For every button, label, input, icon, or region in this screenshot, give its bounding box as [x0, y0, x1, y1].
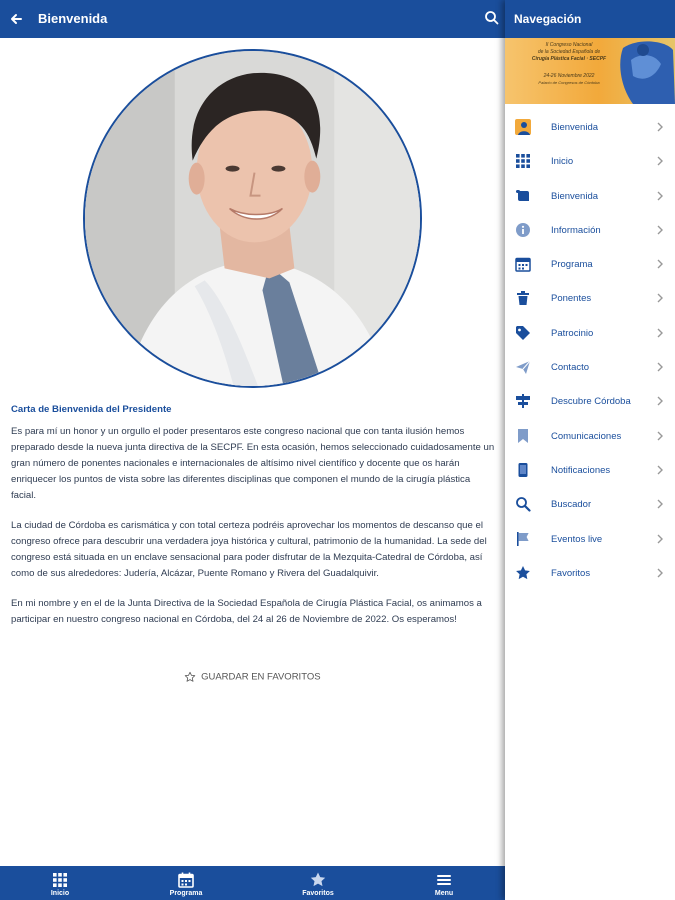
chevron-right-icon: [655, 224, 665, 236]
bottom-nav-label: Programa: [169, 890, 203, 897]
drawer-item-label: Buscador: [551, 499, 592, 511]
drawer-item-label: Eventos live: [551, 533, 603, 545]
menu-icon: [435, 871, 453, 889]
search-icon: [515, 496, 531, 512]
banner-line: de la Sociedad Española de: [537, 49, 601, 55]
drawer-item-comunicaciones[interactable]: [505, 419, 675, 453]
president-portrait-image: [85, 51, 422, 388]
president-photo: [83, 49, 422, 388]
back-button[interactable]: [6, 7, 30, 31]
congress-banner: [505, 38, 675, 104]
drawer-item-programa[interactable]: [505, 247, 675, 281]
chevron-right-icon: [655, 361, 665, 373]
calendar-icon: [515, 256, 531, 272]
chevron-right-icon: [655, 292, 665, 304]
letter-paragraph: Es para mí un honor y un orgullo el poder presentaros este congreso nacional que con tanta ilusión hemos preparado desde la nueva junta directiva de la SECPF. En esta ocasión, hemos seleccionado cuidadosamente un gran número de ponentes nacionales e internacionales de altísimo nivel científico y docente que os harán enriquecer los puntos de vista sobre las diferentes disciplinas que componen el mundo de la cirugía plástica facial.: [11, 426, 495, 501]
drawer-item-informacion[interactable]: [505, 213, 675, 247]
drawer-item-label: Bienvenida: [551, 122, 599, 133]
phone-icon: [515, 462, 531, 478]
chevron-right-icon: [655, 533, 665, 545]
arrow-left-icon: [6, 7, 30, 31]
send-icon: [515, 359, 531, 375]
letter-title: Carta de Bienvenida del Presidente: [11, 404, 172, 415]
bottom-nav-inicio[interactable]: [20, 866, 100, 900]
bottom-nav-programa[interactable]: [146, 866, 226, 900]
chevron-right-icon: [655, 430, 665, 442]
drawer-item-label: Descubre Córdoba: [551, 396, 631, 408]
drawer-header: [505, 0, 675, 38]
trash-icon: [515, 290, 531, 306]
welcome-avatar-icon: [515, 119, 531, 135]
drawer-item-label: Bienvenida: [551, 190, 599, 202]
star-outline-icon: [184, 671, 196, 683]
drawer-item-patrocinio[interactable]: [505, 316, 675, 350]
drawer-item-label: Información: [551, 224, 601, 236]
letter-paragraph: En mi nombre y en el de la Junta Directiva de la Sociedad Española de Cirugía Plástica Facial, os animamos a participar en nuestro congreso nacional en Córdoba, del 24 al 26 de Noviembre de 2022. Os esperamos!: [11, 598, 482, 625]
chevron-right-icon: [655, 190, 665, 202]
drawer-item-label: Notificaciones: [551, 464, 611, 476]
bottom-nav-favoritos[interactable]: [278, 866, 358, 900]
bookmark-icon: [515, 428, 531, 444]
chevron-right-icon: [655, 155, 665, 167]
drawer-item-label: Inicio: [551, 156, 574, 168]
drawer-item-notificaciones[interactable]: [505, 453, 675, 487]
save-favorite-label: GUARDAR EN FAVORITOS: [201, 671, 321, 683]
bottom-nav-label: Favoritos: [302, 890, 334, 897]
scroll-icon: [515, 188, 531, 204]
drawer-item-bienvenida-2[interactable]: [505, 179, 675, 213]
drawer-item-label: Contacto: [551, 362, 590, 374]
chevron-right-icon: [655, 121, 665, 133]
calendar-icon: [177, 871, 195, 889]
search-icon: [482, 8, 502, 28]
grid-icon: [51, 871, 69, 889]
bottom-nav-label: Inicio: [50, 890, 70, 897]
drawer-title: Navegación: [514, 12, 582, 26]
banner-line: 24-26 Noviembre 2022: [543, 73, 595, 79]
drawer-item-ponentes[interactable]: [505, 281, 675, 315]
tag-icon: [515, 325, 531, 341]
navigation-drawer: [505, 0, 675, 900]
drawer-item-eventos-live[interactable]: [505, 522, 675, 556]
drawer-nav-list: [505, 110, 675, 590]
bottom-nav-menu[interactable]: [404, 866, 484, 900]
page-title: Bienvenida: [38, 11, 108, 26]
letter-paragraph: La ciudad de Córdoba es carismática y con total certeza podréis aprovechar los momentos de descanso que el congreso ofrece para descubrir una verdadera joya histórica y cultural, patrimonio de la humanidad. La sede del congreso está situada en un enclave sensacional para poder disfrutar de la Mezquita-Catedral de Córdoba, así como de sus alrededores: Judería, Alcázar, Puente Romano y Rivera del Guadalquivir.: [11, 520, 487, 579]
chevron-right-icon: [655, 498, 665, 510]
drawer-item-favoritos[interactable]: [505, 556, 675, 590]
star-icon: [309, 871, 327, 889]
signpost-icon: [515, 393, 531, 409]
flag-icon: [515, 531, 531, 547]
chevron-right-icon: [655, 567, 665, 579]
star-icon: [515, 565, 531, 581]
drawer-item-contacto[interactable]: [505, 350, 675, 384]
chevron-right-icon: [655, 258, 665, 270]
chevron-right-icon: [655, 395, 665, 407]
grid-icon: [515, 153, 531, 169]
drawer-item-label: Favoritos: [551, 567, 591, 579]
drawer-item-label: Comunicaciones: [551, 430, 622, 442]
drawer-item-inicio[interactable]: [505, 144, 675, 178]
top-app-bar: [0, 0, 505, 38]
drawer-item-bienvenida[interactable]: [505, 110, 675, 144]
search-button[interactable]: [482, 8, 502, 28]
save-favorite-button[interactable]: [0, 671, 505, 683]
info-icon: [515, 222, 531, 238]
banner-line: Palacio de Congresos de Córdoba: [538, 80, 600, 85]
drawer-item-descubre-cordoba[interactable]: [505, 384, 675, 418]
chevron-right-icon: [655, 464, 665, 476]
drawer-item-label: Programa: [551, 259, 593, 271]
bottom-nav-label: Menu: [434, 890, 454, 897]
drawer-item-label: Ponentes: [551, 293, 592, 305]
banner-line: II Congreso Nacional: [545, 42, 593, 48]
drawer-item-buscador[interactable]: [505, 487, 675, 521]
banner-line: Cirugía Plástica Facial · SECPF: [531, 56, 607, 62]
drawer-item-label: Patrocinio: [551, 327, 594, 339]
welcome-letter: [11, 402, 496, 642]
chevron-right-icon: [655, 327, 665, 339]
bottom-navigation: [0, 866, 505, 900]
